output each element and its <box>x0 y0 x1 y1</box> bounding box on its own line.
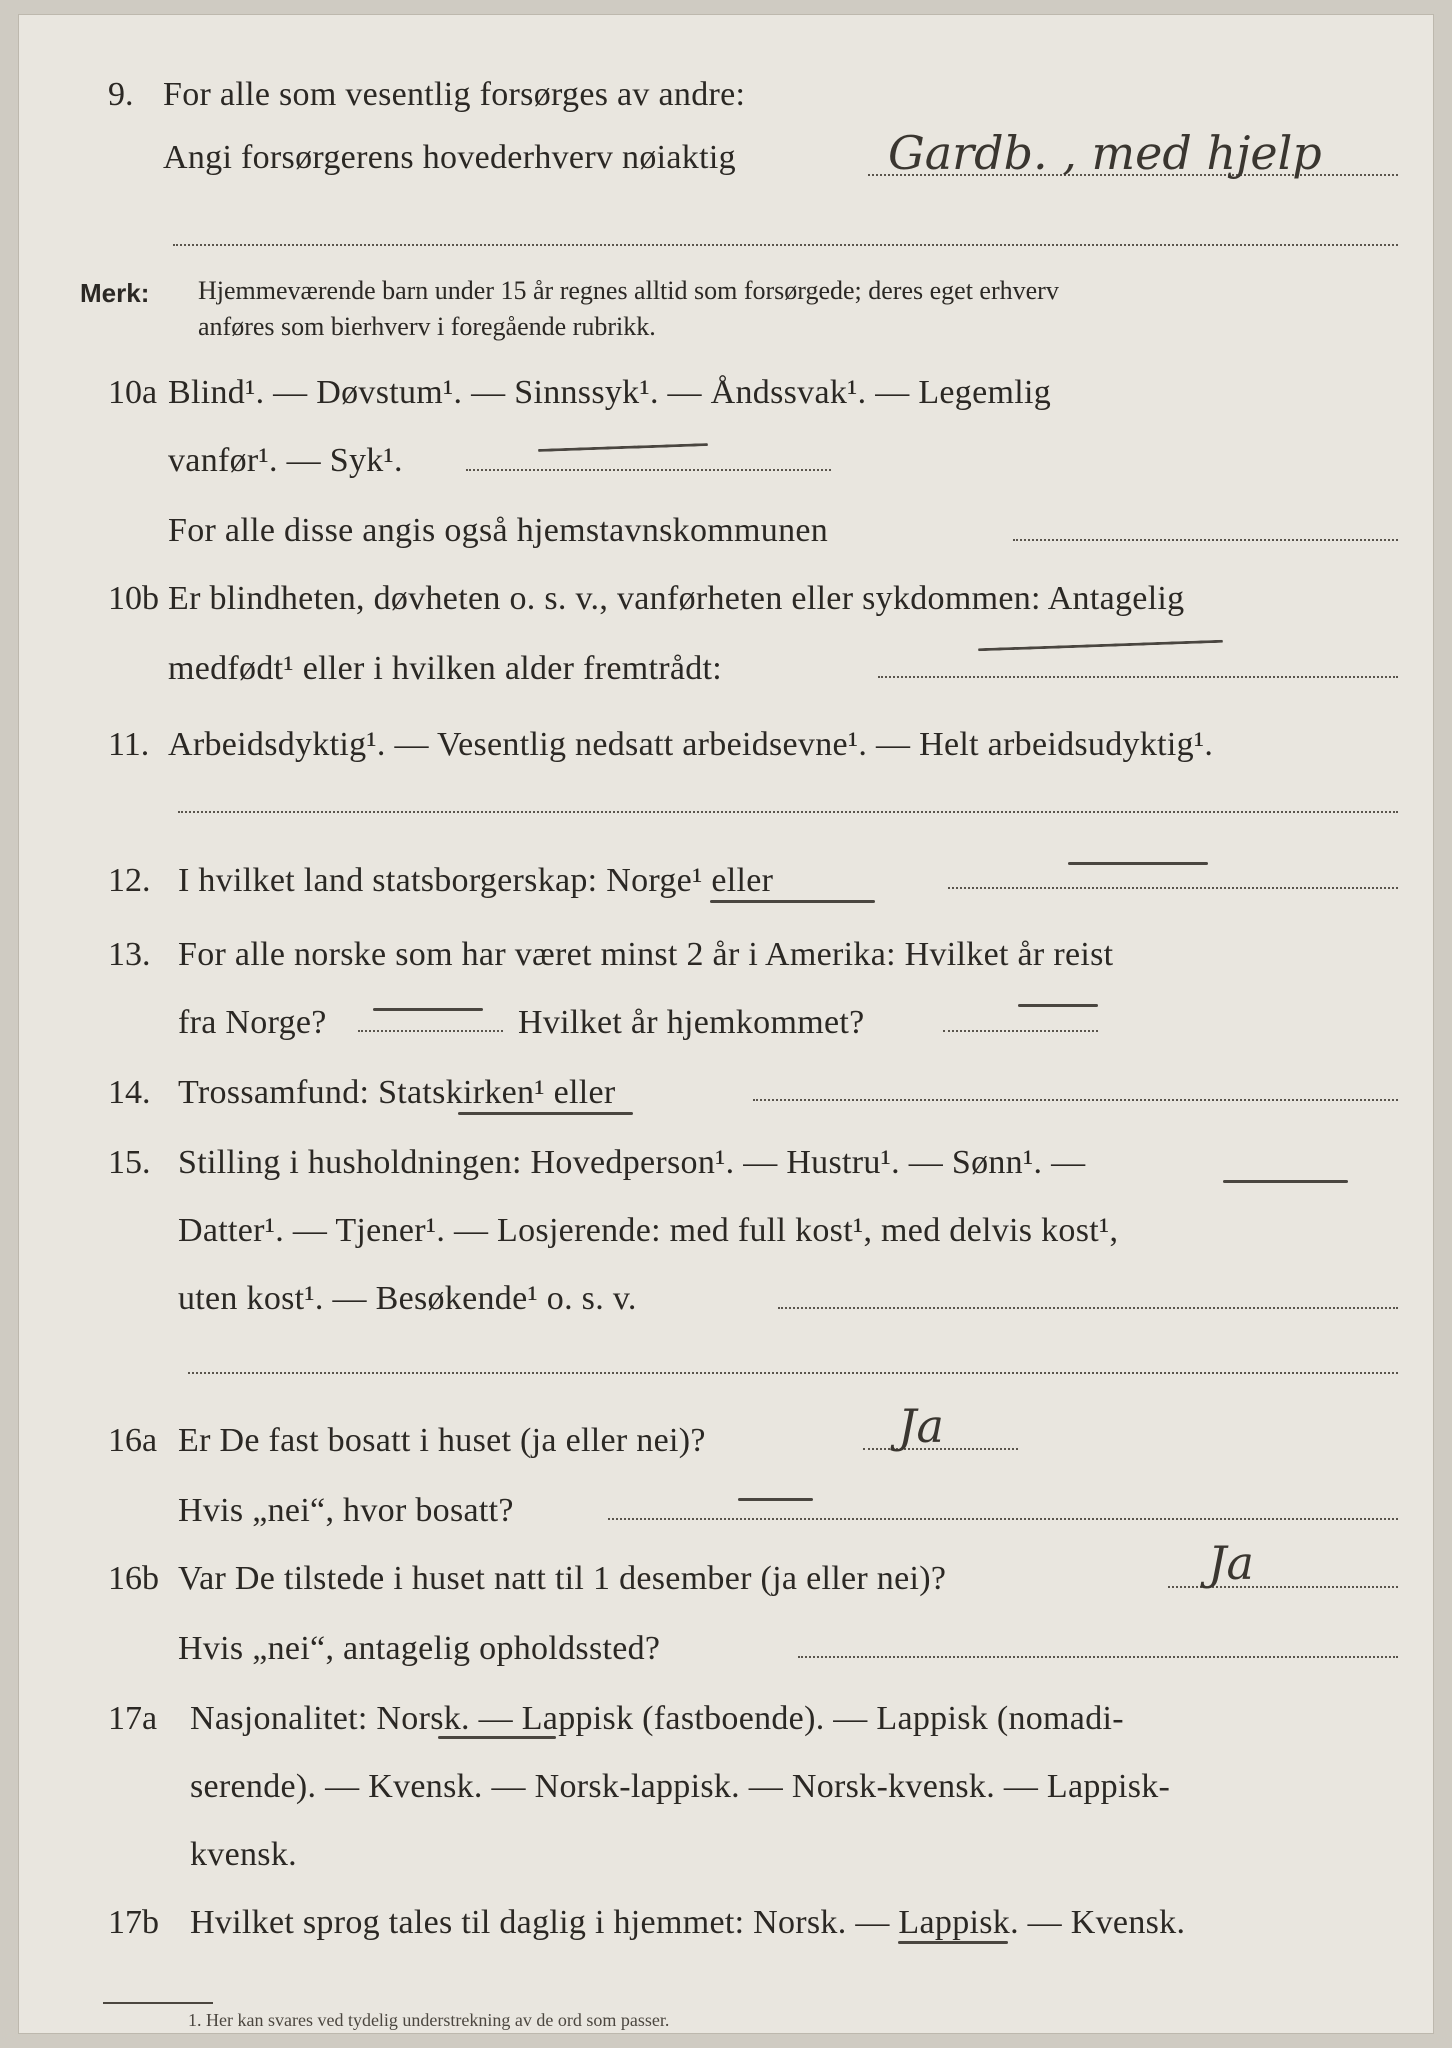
q10a-number: 10a <box>108 374 158 411</box>
q13-hjemkommet-line <box>943 1030 1098 1032</box>
q15-line2: Datter¹. — Tjener¹. — Losjerende: med full kost¹, med delvis kost¹, <box>178 1212 1119 1249</box>
q10a-line2: vanfør¹. — Syk¹. <box>168 442 403 479</box>
merk-line1: Hjemmeværende barn under 15 år regnes alltid som forsørgede; deres eget erhverv <box>198 276 1059 305</box>
q17a-line1: Nasjonalitet: Norsk. — Lappisk (fastboende). — Lappisk (nomadi- <box>190 1700 1124 1737</box>
q10b-line1: Er blindheten, døvheten o. s. v., vanførheten eller sykdommen: Antagelig <box>168 580 1185 617</box>
q13-reist-dash <box>373 1008 483 1011</box>
q9-line1: For alle som vesentlig forsørges av andre: <box>163 76 746 113</box>
q12-line1: I hvilket land statsborgerskap: Norge¹ eller <box>178 862 774 899</box>
merk-label: Merk: <box>80 278 150 308</box>
q15-answer-line <box>778 1307 1398 1309</box>
q11-number: 11. <box>108 726 150 763</box>
q17a-line3: kvensk. <box>190 1836 297 1873</box>
q10a-line3: For alle disse angis også hjemstavnskommunen <box>168 512 829 549</box>
q9-line2: Angi forsørgerens hovederhverv nøiaktig <box>163 139 736 176</box>
q15-sonn-underline <box>1223 1180 1348 1183</box>
q13-line2a: fra Norge? <box>178 1004 327 1041</box>
q9-extra-line <box>173 244 1398 246</box>
q14-answer-line <box>753 1099 1398 1101</box>
footnote: 1. Her kan svares ved tydelig understrekning av de ord som passer. <box>188 2010 670 2030</box>
q14-line1: Trossamfund: Statskirken¹ eller <box>178 1074 616 1111</box>
census-form-page <box>18 14 1434 2034</box>
q13-line2b: Hvilket år hjemkommet? <box>518 1004 865 1041</box>
q17a-line2: serende). — Kvensk. — Norsk-lappisk. — Norsk-kvensk. — Lappisk- <box>190 1768 1171 1805</box>
q17b-line1: Hvilket sprog tales til daglig i hjemmet: Norsk. — Lappisk. — Kvensk. <box>190 1904 1186 1941</box>
q11-line1: Arbeidsdyktig¹. — Vesentlig nedsatt arbeidsevne¹. — Helt arbeidsudyktig¹. <box>168 726 1214 763</box>
q10a-syk-line <box>466 469 831 471</box>
q10b-answer-line <box>878 676 1398 678</box>
q16b-opholdssted-line <box>798 1656 1398 1658</box>
q16b-handwritten-answer[interactable]: Ja <box>1208 1536 1254 1590</box>
q10a-line1: Blind¹. — Døvstum¹. — Sinnssyk¹. — Åndssvak¹. — Legemlig <box>168 374 1052 411</box>
q17a-norsk-underline <box>438 1736 556 1739</box>
q17b-norsk-underline <box>898 1941 1008 1944</box>
q16b-line2: Hvis „nei“, antagelig opholdssted? <box>178 1630 661 1667</box>
q9-number: 9. <box>108 76 134 113</box>
q16a-bosatt-line <box>608 1518 1398 1520</box>
q17a-number: 17a <box>108 1700 158 1737</box>
q13-number: 13. <box>108 936 151 973</box>
q9-handwritten-answer[interactable]: Gardb. , med hjelp <box>888 126 1322 180</box>
q16a-line1: Er De fast bosatt i huset (ja eller nei)? <box>178 1422 706 1459</box>
q14-statskirken-underline <box>458 1112 633 1115</box>
q16b-number: 16b <box>108 1560 159 1597</box>
q12-dash-mark <box>1068 862 1208 865</box>
q12-number: 12. <box>108 862 151 899</box>
q12-answer-line <box>948 887 1398 889</box>
q13-hjemkommet-dash <box>1018 1004 1098 1007</box>
q17b-number: 17b <box>108 1904 159 1941</box>
q16b-line1: Var De tilstede i huset natt til 1 desember (ja eller nei)? <box>178 1560 947 1597</box>
q16a-dash-mark <box>738 1498 813 1501</box>
q10a-kommune-line <box>1013 539 1398 541</box>
q13-reist-line <box>358 1030 503 1032</box>
q10a-dash-mark <box>538 443 708 452</box>
q16a-number: 16a <box>108 1422 158 1459</box>
q15-extra-line <box>188 1372 1398 1374</box>
q10b-dash-mark <box>978 640 1223 652</box>
q10b-line2: medfødt¹ eller i hvilken alder fremtrådt: <box>168 650 723 687</box>
footnote-rule <box>103 2002 213 2004</box>
q15-number: 15. <box>108 1144 151 1181</box>
q16a-handwritten-answer[interactable]: Ja <box>898 1399 944 1453</box>
q14-number: 14. <box>108 1074 151 1111</box>
merk-line2: anføres som bierhverv i foregående rubrikk. <box>198 312 656 341</box>
q15-line3: uten kost¹. — Besøkende¹ o. s. v. <box>178 1280 637 1317</box>
q16b-answer-line <box>1168 1586 1398 1588</box>
q10b-number: 10b <box>108 580 159 617</box>
q13-line1: For alle norske som har været minst 2 år i Amerika: Hvilket år reist <box>178 936 1114 973</box>
q11-answer-line <box>178 811 1398 813</box>
q12-norge-underline <box>710 900 875 903</box>
q16a-line2: Hvis „nei“, hvor bosatt? <box>178 1492 514 1529</box>
q15-line1: Stilling i husholdningen: Hovedperson¹. — Hustru¹. — Sønn¹. — <box>178 1144 1086 1181</box>
